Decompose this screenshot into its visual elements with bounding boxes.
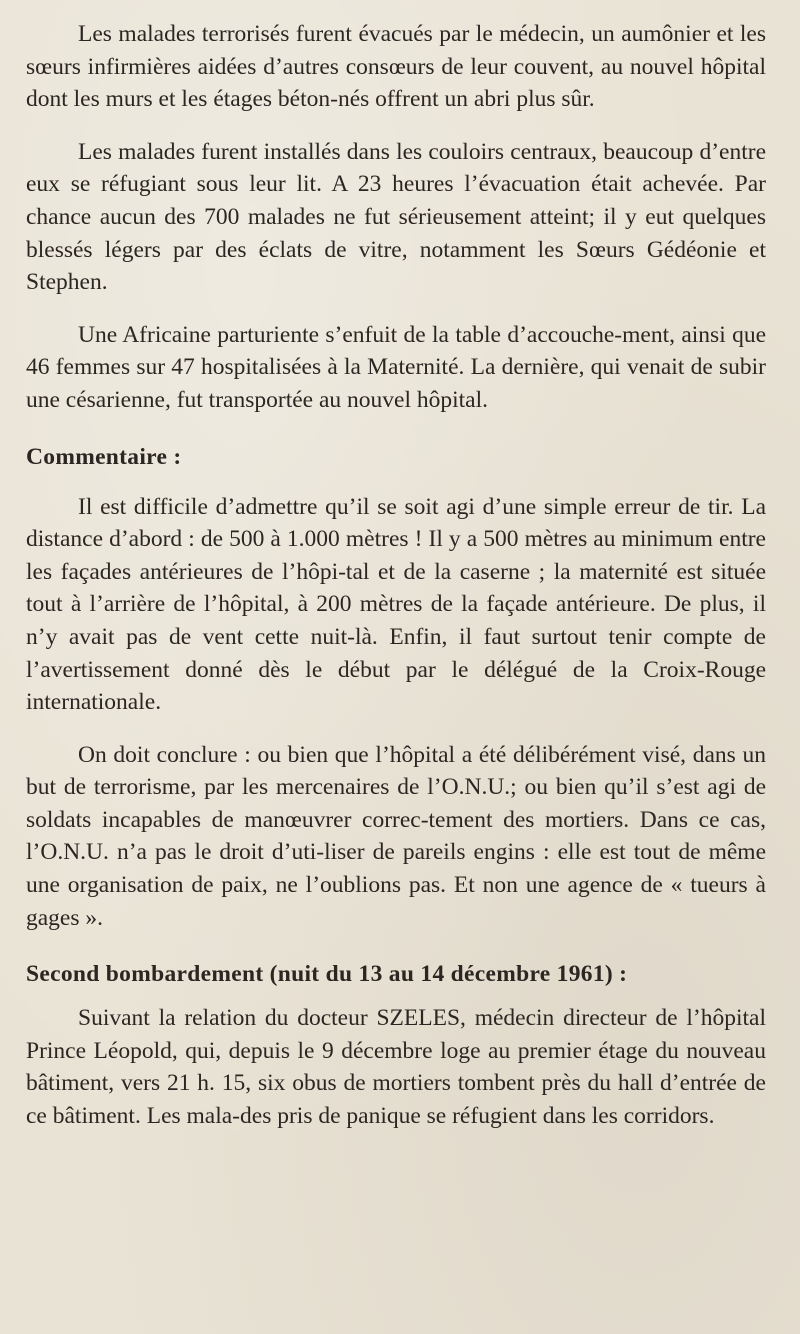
paragraph-evacuation: Les malades terrorisés furent évacués par le médecin, un aumônier et les sœurs infirmières aidées d’autres consœurs de leur couvent, au nouvel hôpital dont les murs et les étages béton-nés offrent un abri plus sûr. bbox=[26, 21, 766, 113]
paragraph-conclusion: On doit conclure : ou bien que l’hôpital a été délibérément visé, dans un but de terrorisme, par les mercenaires de l’O.N.U.; ou bien qu’il s’est agi de soldats incapables de manœuvrer correc-tement des mortiers. Dans ce cas, l’O.N.U. n’a pas le droit d’uti-liser de pareils engins : elle est tout de même une organisation de paix, ne l’oublions pas. Et non une agence de « tueurs à gages ». bbox=[26, 741, 766, 931]
paragraph-distance: Il est difficile d’admettre qu’il se soit agi d’une simple erreur de tir. La distance d’abord : de 500 à 1.000 mètres ! Il y a 500 mètres au minimum entre les façades antérieures de l’hôpi-tal et de la caserne ; la maternité est située tout à l’arrière de l’hôpital, à 200 mètres de la façade antérieure. De plus, il n’y avait pas de vent cette nuit-là. Enfin, il faut surtout tenir compte de l’avertissement donné dès le début par le délégué de la Croix-Rouge internationale. bbox=[26, 493, 766, 716]
heading-second-bombardement: Second bombardement (nuit du 13 au 14 décembre 1961) : bbox=[26, 961, 628, 988]
paragraph-maternity: Une Africaine parturiente s’enfuit de la table d’accouche-ment, ainsi que 46 femmes sur 47 hospitalisées à la Maternité. La dernière, qui venait de subir une césarienne, fut transportée au nouvel hôpital. bbox=[26, 321, 766, 413]
heading-commentaire: Commentaire : bbox=[26, 443, 182, 470]
paragraph-installation: Les malades furent installés dans les couloirs centraux, beaucoup d’entre eux se réfugiant sous leur lit. A 23 heures l’évacuation était achevée. Par chance aucun des 700 malades ne fut sérieusement atteint; il y eut quelques blessés légers par des éclats de vitre, notamment les Sœurs Gédéonie et Stephen. bbox=[26, 138, 766, 296]
paragraph-szeles-report: Suivant la relation du docteur SZELES, médecin directeur de l’hôpital Prince Léopold, qui, depuis le 9 décembre loge au premier étage du nouveau bâtiment, vers 21 h. 15, six obus de mortiers tombent près du hall d’entrée de ce bâtiment. Les mala-des pris de panique se réfugient dans les corridors. bbox=[26, 1005, 766, 1130]
